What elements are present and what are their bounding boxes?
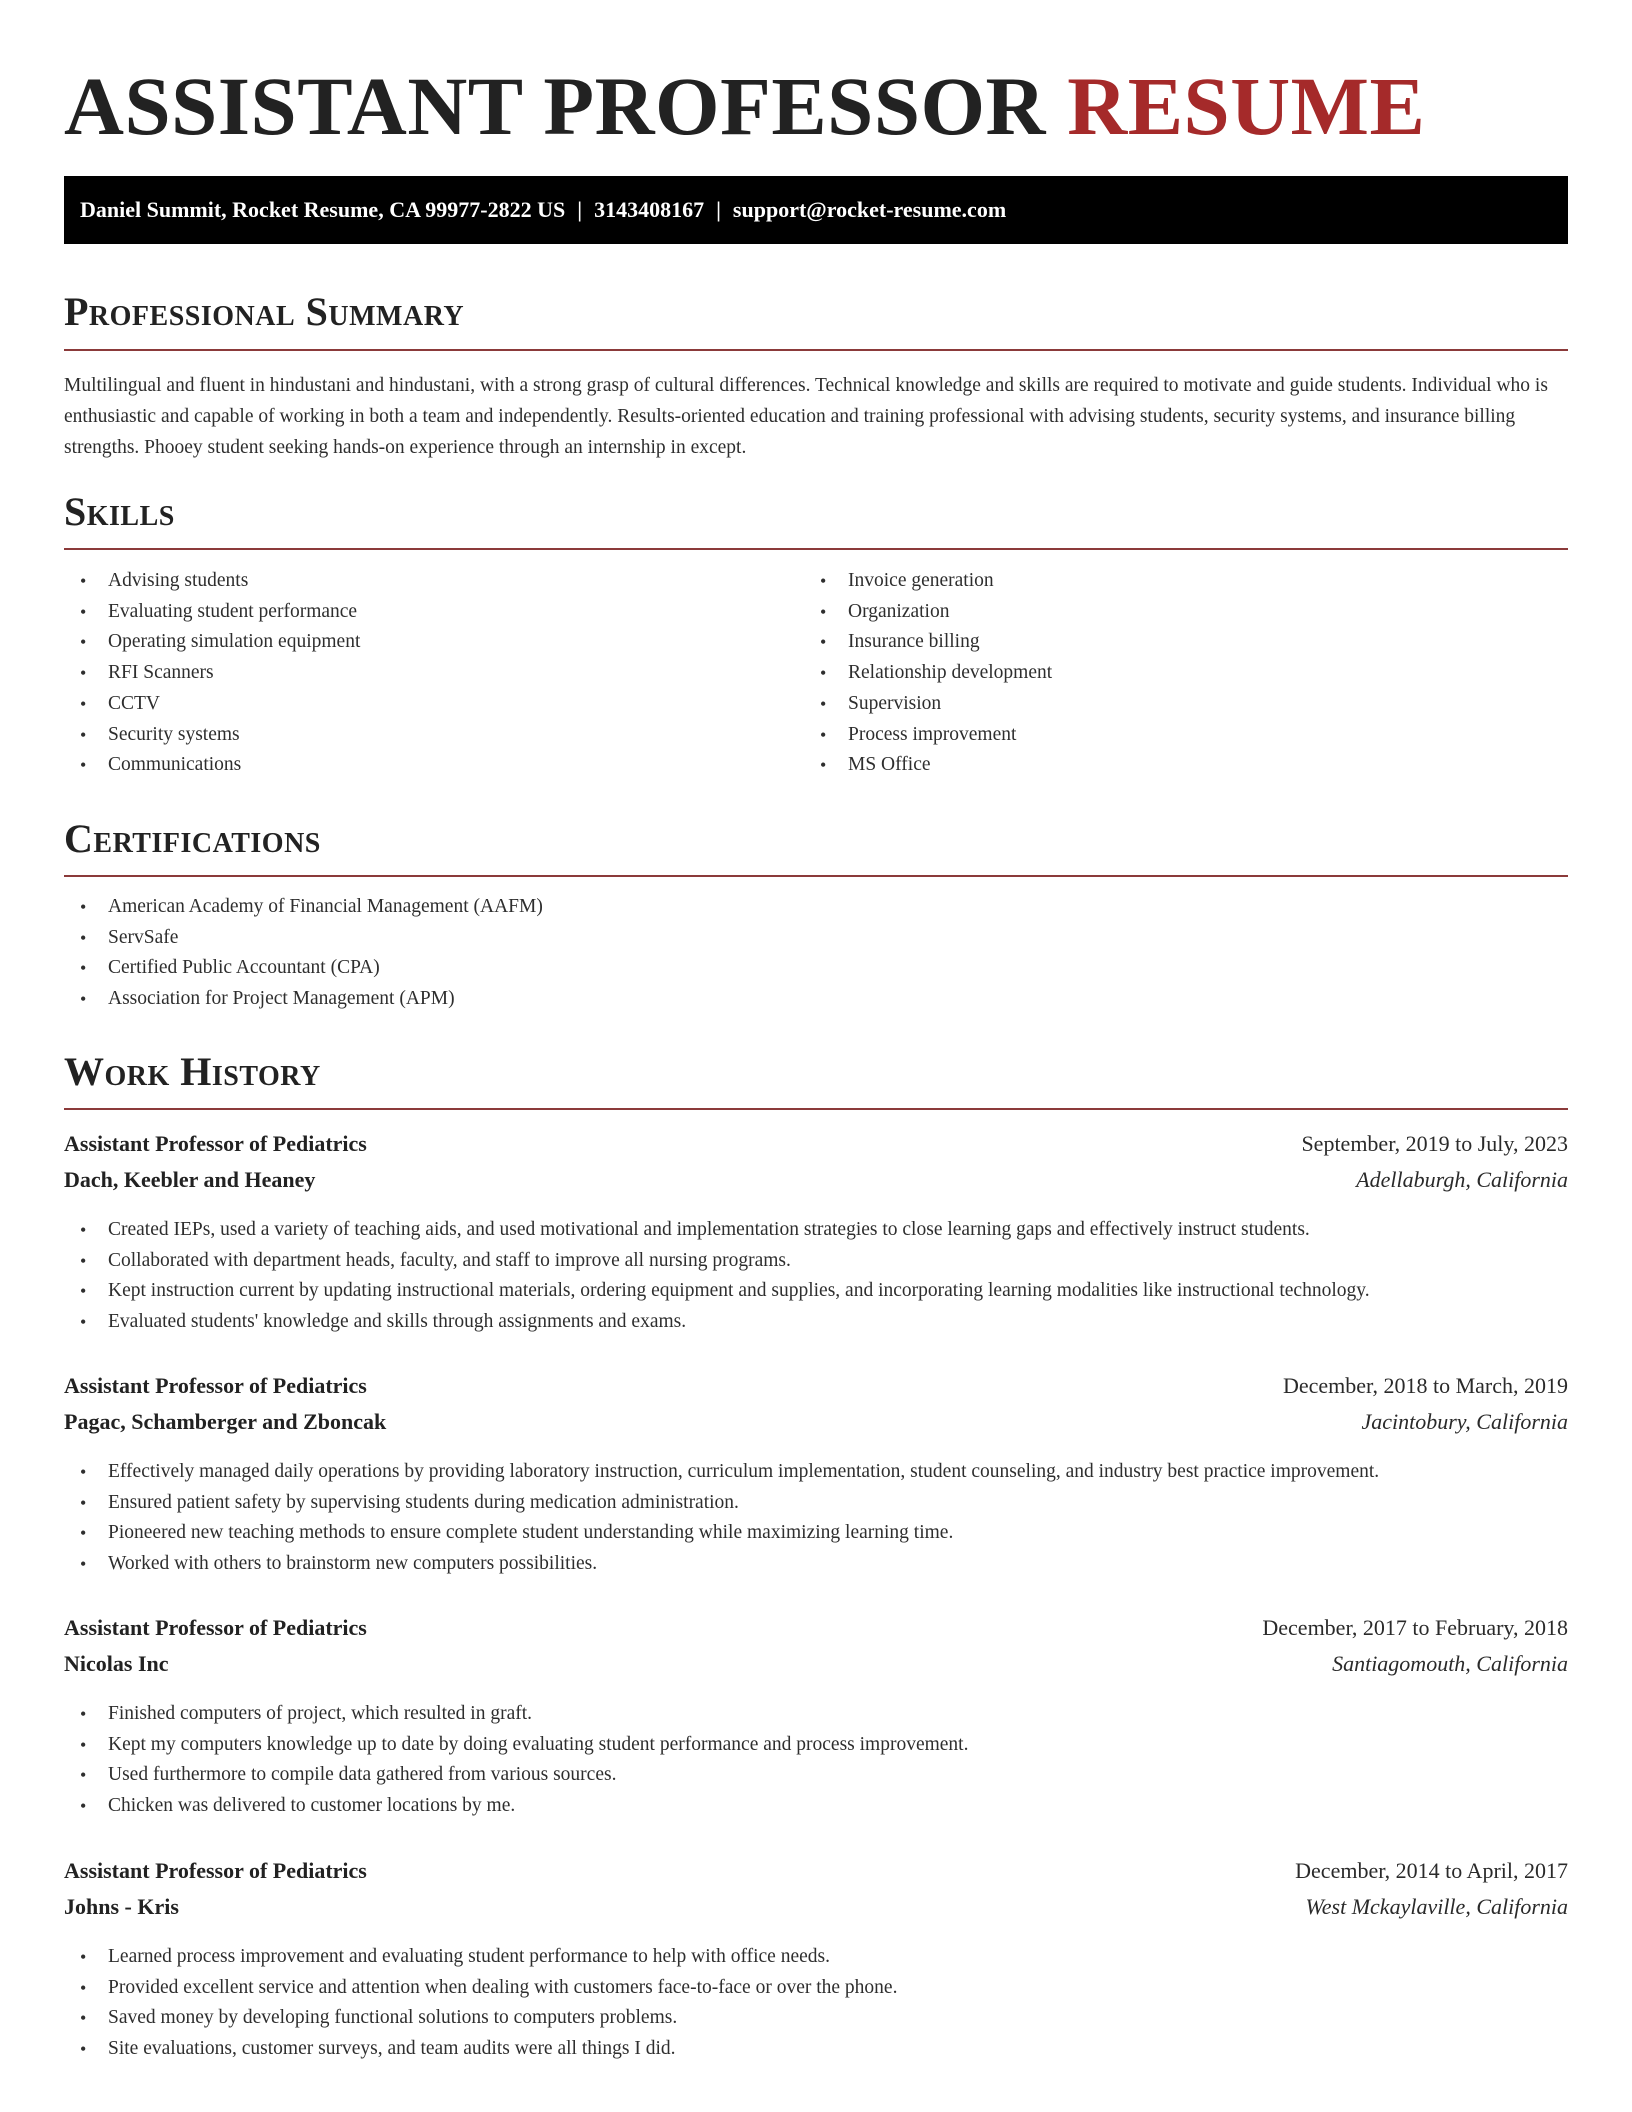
job-company: Nicolas Inc xyxy=(64,1651,169,1676)
job-bullet: • Ensured patient safety by supervising students during medication administration. xyxy=(64,1488,1379,1519)
job-title: Assistant Professor of Pediatrics xyxy=(64,1131,367,1156)
skill-item: • CCTV xyxy=(64,689,360,720)
skills-list-right xyxy=(804,566,1052,781)
job-company: Dach, Keebler and Heaney xyxy=(64,1167,316,1192)
summary-heading: Professional Summary xyxy=(64,289,465,334)
job-dates: December, 2018 to March, 2019 xyxy=(1282,1373,1568,1398)
job-bullet: • Collaborated with department heads, faculty, and staff to improve all nursing programs. xyxy=(64,1246,1370,1277)
job-bullet: • Chicken was delivered to customer locations by me. xyxy=(64,1791,968,1822)
job-bullet: • Used furthermore to compile data gathered from various sources. xyxy=(64,1760,968,1791)
job-bullets xyxy=(64,1215,1370,1338)
job-bullet: • Learned process improvement and evaluating student performance to help with office needs. xyxy=(64,1942,897,1973)
job-title: Assistant Professor of Pediatrics xyxy=(64,1615,367,1640)
skill-item: • MS Office xyxy=(804,750,1052,781)
skill-item: • Organization xyxy=(804,597,1052,628)
job-bullet: • Created IEPs, used a variety of teaching aids, and used motivational and implementation strategies to close learning gaps and effectively instruct students. xyxy=(64,1215,1370,1246)
job-bullet: • Effectively managed daily operations by providing laboratory instruction, curriculum implementation, student counseling, and industry best practice improvement. xyxy=(64,1457,1379,1488)
skill-item: • Relationship development xyxy=(804,658,1052,689)
section-divider xyxy=(64,1108,1568,1110)
skill-item: • Invoice generation xyxy=(804,566,1052,597)
summary-text: Multilingual and fluent in hindustani and hindustani, with a strong grasp of cultural differences. Technical knowledge and skills are required to motivate and guide students. Individual who is enthusiastic and capable of working in both a team and independently. Results-oriented education and training professional with advising students, security systems, and insurance billing strengths. Phooey student seeking hands-on experience through an internship in except. xyxy=(64,375,1548,458)
skill-item: • Advising students xyxy=(64,566,360,597)
certifications-heading: Certifications xyxy=(64,816,321,861)
section-divider xyxy=(64,875,1568,877)
job-bullet: • Saved money by developing functional solutions to computers problems. xyxy=(64,2003,897,2034)
contact-bar xyxy=(64,176,1568,244)
title-main: ASSISTANT PROFESSOR xyxy=(64,60,1046,152)
job-dates: December, 2017 to February, 2018 xyxy=(1262,1615,1568,1640)
job-bullet: • Site evaluations, customer surveys, and team audits were all things I did. xyxy=(64,2034,897,2065)
job-dates: December, 2014 to April, 2017 xyxy=(1295,1858,1568,1883)
job-title: Assistant Professor of Pediatrics xyxy=(64,1858,367,1883)
skill-item: • RFI Scanners xyxy=(64,658,360,689)
contact-address: Daniel Summit, Rocket Resume, CA 99977-2822 US xyxy=(80,197,566,222)
certification-item: • American Academy of Financial Management (AAFM) xyxy=(64,892,543,923)
job-bullet: • Provided excellent service and attention when dealing with customers face-to-face or over the phone. xyxy=(64,1973,897,2004)
job-bullet: • Finished computers of project, which resulted in graft. xyxy=(64,1699,968,1730)
job-bullet: • Kept instruction current by updating instructional materials, ordering equipment and supplies, and incorporating learning modalities like instructional technology. xyxy=(64,1276,1370,1307)
contact-email: support@rocket-resume.com xyxy=(732,197,1007,222)
skill-item: • Insurance billing xyxy=(804,627,1052,658)
resume-title xyxy=(64,56,1425,156)
job-bullet: • Pioneered new teaching methods to ensure complete student understanding while maximizing learning time. xyxy=(64,1518,1379,1549)
certification-item: • Certified Public Accountant (CPA) xyxy=(64,953,543,984)
skills-list-left xyxy=(64,566,360,781)
job-title: Assistant Professor of Pediatrics xyxy=(64,1373,367,1398)
certification-item: • Association for Project Management (APM) xyxy=(64,984,543,1015)
skill-item: • Supervision xyxy=(804,689,1052,720)
certification-item: • ServSafe xyxy=(64,923,543,954)
job-bullet: • Worked with others to brainstorm new computers possibilities. xyxy=(64,1549,1379,1580)
title-accent: RESUME xyxy=(1067,60,1426,152)
skill-item: • Security systems xyxy=(64,720,360,751)
certifications-list xyxy=(64,892,543,1015)
job-company: Johns - Kris xyxy=(64,1894,179,1919)
job-location: West Mckaylaville, California xyxy=(1305,1894,1568,1919)
skill-item: • Evaluating student performance xyxy=(64,597,360,628)
contact-separator: | xyxy=(716,197,721,222)
job-location: Adellaburgh, California xyxy=(1356,1167,1568,1192)
contact-phone: 3143408167 xyxy=(594,197,705,222)
section-divider xyxy=(64,548,1568,550)
job-bullets xyxy=(64,1457,1379,1580)
job-dates: September, 2019 to July, 2023 xyxy=(1301,1131,1568,1156)
job-location: Jacintobury, California xyxy=(1361,1409,1568,1434)
contact-separator: | xyxy=(577,197,583,222)
job-bullet: • Kept my computers knowledge up to date by doing evaluating student performance and process improvement. xyxy=(64,1730,968,1761)
job-bullets xyxy=(64,1942,897,2065)
job-bullet: • Evaluated students' knowledge and skills through assignments and exams. xyxy=(64,1307,1370,1338)
job-location: Santiagomouth, California xyxy=(1332,1651,1568,1676)
section-divider xyxy=(64,349,1568,351)
work-history-heading: Work History xyxy=(64,1049,321,1094)
skill-item: • Communications xyxy=(64,750,360,781)
skill-item: • Operating simulation equipment xyxy=(64,627,360,658)
job-bullets xyxy=(64,1699,968,1822)
job-company: Pagac, Schamberger and Zboncak xyxy=(64,1409,387,1434)
skill-item: • Process improvement xyxy=(804,720,1052,751)
skills-heading: Skills xyxy=(64,489,175,534)
